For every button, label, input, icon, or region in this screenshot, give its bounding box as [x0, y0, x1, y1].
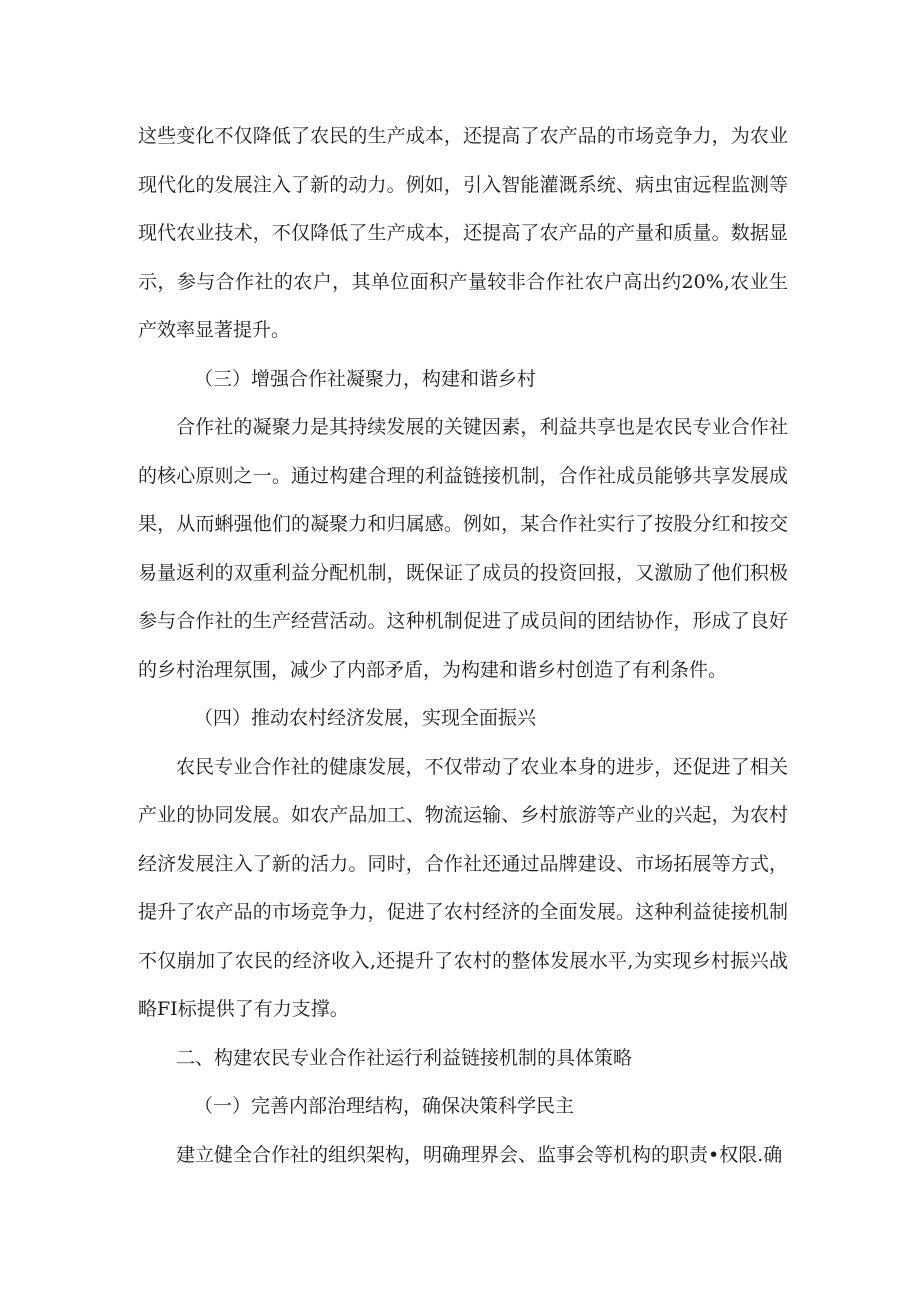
paragraph-efficiency: 这些变化不仅降低了农民的生产成本，还提高了农产品的市场竞争力，为农业现代化的发展注入了新的动力。例如，引入智能灌溉系统、病虫宙远程监测等现代农业技术，不仅降低了生产成本，还提高了农产品的产量和质量。数据显示，参与合作社的农户，其单位面积产量较非合作社农户高出约20%,农业生产效率显著提升。 [138, 125, 788, 341]
document-body [138, 112, 788, 1179]
section-heading-rural-economy: （四）推动农村经济发展，实现全面振兴 [194, 707, 537, 729]
section-heading-governance: （一）完善内部治理结构，确保决策科学民主 [194, 1095, 575, 1117]
section-heading-cohesion: （三）增强合作社凝聚力，构建和谐乡村 [194, 367, 537, 390]
chapter-heading-strategies: 二、构建农民专业合作社运行利益链接机制的具体策略 [176, 1046, 633, 1069]
paragraph-rural-economy: 农民专业合作社的健康发展，不仅带动了农业本身的进步，还促进了相关产业的协同发展。如农产品加工、物流运输、乡村旅游等产业的兴起，为农村经济发展注入了新的活力。同时，合作社还通过品牌建设、市场拓展等方式，提升了农产品的市场竞争力，促进了农村经济的全面发展。这种利益徒接机制不仅崩加了农民的经济收入,还提升了农村的整体发展水平,为实现乡村振兴战略FI标提供了有力支撑。 [138, 755, 788, 1020]
paragraph-governance: 建立健全合作社的组织架构，明确理界会、监事会等机构的职责•权限.确 [176, 1143, 783, 1166]
paragraph-cohesion: 合作社的凝聚力是其持续发展的关键因素，利益共享也是农民专业合作社的核心原则之一。通过构建合理的利益链接机制，合作社成员能够共享发展成果，从而蝌强他们的凝聚力和归属感。例如，某合作社实行了按股分红和按交易量返利的双重利益分配机制，既保证了成员的投资回报，又激励了他们积极参与合作社的生产经营活动。这种机制促进了成员间的团结协作，形成了良好的乡村治理氛围，减少了内部矛盾，为构建和谐乡村创造了有利条件。 [138, 416, 788, 681]
